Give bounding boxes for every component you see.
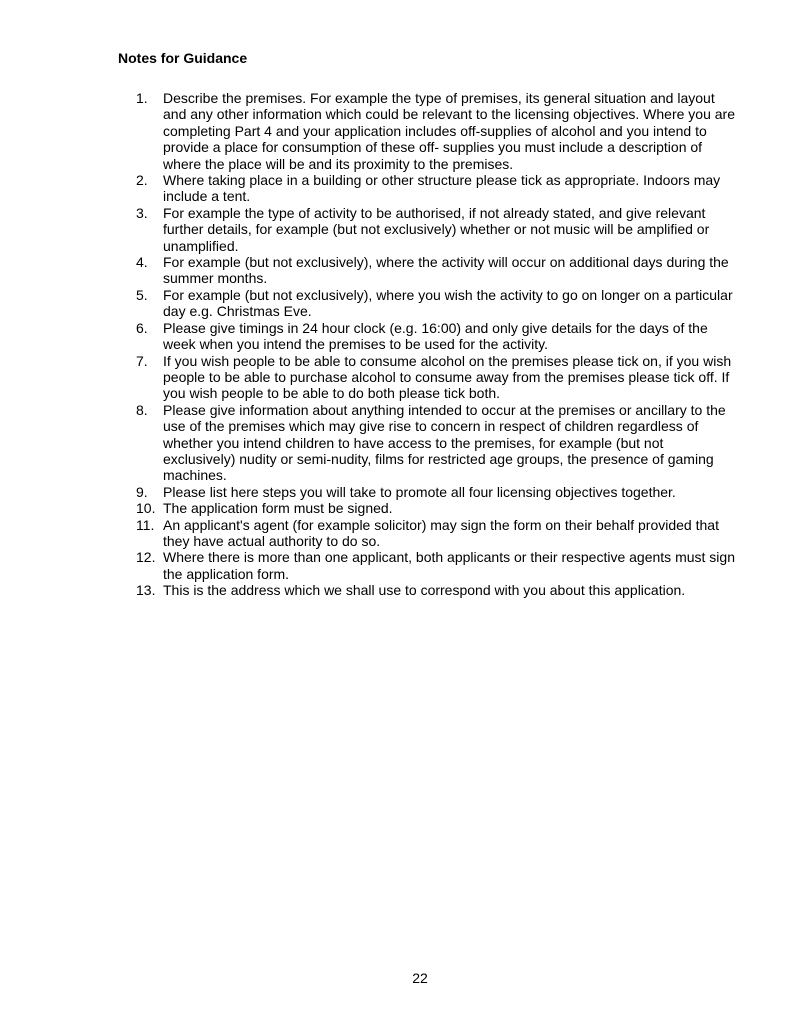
list-item bbox=[136, 254, 736, 287]
list-item-number: 3. bbox=[136, 204, 148, 221]
page-title: Notes for Guidance bbox=[118, 50, 248, 66]
list-item-text: An applicant's agent (for example solicitor) may sign the form on their behalf provided that they have actual authority to do so. bbox=[163, 516, 719, 549]
list-item-number: 2. bbox=[136, 172, 148, 189]
list-item bbox=[136, 205, 736, 254]
list-item-number: 1. bbox=[136, 90, 148, 106]
list-item-text: Where taking place in a building or other structure please tick as appropriate. Indoors may include a tent. bbox=[163, 172, 721, 205]
list-item bbox=[136, 287, 736, 320]
list-item bbox=[136, 353, 736, 402]
list-item-number: 13. bbox=[136, 582, 156, 599]
list-item-text: Please list here steps you will take to promote all four licensing objectives together. bbox=[163, 483, 676, 500]
list-item bbox=[136, 172, 736, 205]
notes-list bbox=[136, 90, 736, 599]
list-item-text: Please give timings in 24 hour clock (e.g. 16:00) and only give details for the days of the week when you intend the premises to be used for the activity. bbox=[163, 319, 708, 353]
list-item-number: 10. bbox=[136, 500, 156, 517]
list-item-number: 7. bbox=[136, 352, 148, 369]
list-item-number: 9. bbox=[136, 483, 148, 500]
list-item bbox=[136, 517, 736, 550]
list-item-text: Please give information about anything intended to occur at the premises or ancillary to the use of the premises which may give rise to concern in respect of children regardless of whether you intend children to have access to the premises, for example (but not exclusively) nudity or semi-nudity, films for restricted age groups, the presence of gaming machines. bbox=[163, 401, 726, 484]
list-item-number: 12. bbox=[136, 549, 156, 566]
list-item bbox=[136, 484, 736, 500]
list-item-text: Where there is more than one applicant, both applicants or their respective agents must sign the application form. bbox=[163, 549, 735, 582]
list-item-number: 11. bbox=[136, 516, 155, 533]
list-item-number: 5. bbox=[136, 286, 148, 303]
list-item-number: 6. bbox=[136, 319, 148, 336]
list-item-text: Describe the premises. For example the type of premises, its general situation and layout and any other information which could be relevant to the licensing objectives. Where you are completing Part 4 and your application includes off-supplies of alcohol and you intend to provide a place for consumption of these off- supplies you must include a description of where the place will be and its proximity to the premises. bbox=[163, 90, 735, 172]
list-item-number: 8. bbox=[136, 401, 148, 418]
list-item bbox=[136, 320, 736, 353]
list-item-text: For example the type of activity to be authorised, if not already stated, and give relevant further details, for example (but not exclusively) whether or not music will be amplified or unamplified. bbox=[163, 204, 710, 254]
list-item-text: For example (but not exclusively), where the activity will occur on additional days during the summer months. bbox=[163, 254, 729, 287]
list-item bbox=[136, 90, 736, 172]
list-item-text: If you wish people to be able to consume alcohol on the premises please tick on, if you wish people to be able to purchase alcohol to consume away from the premises please tick off. If you wish people to be able to do both please tick both. bbox=[163, 352, 732, 402]
list-item bbox=[136, 402, 736, 484]
list-item bbox=[136, 500, 736, 516]
list-item bbox=[136, 582, 736, 598]
list-item-text: For example (but not exclusively), where you wish the activity to go on longer on a particular day e.g. Christmas Eve. bbox=[163, 286, 733, 320]
list-item bbox=[136, 549, 736, 582]
list-item-number: 4. bbox=[136, 254, 148, 271]
page-number: 22 bbox=[412, 970, 428, 986]
list-item-text: The application form must be signed. bbox=[163, 500, 393, 517]
list-item-text: This is the address which we shall use to correspond with you about this application. bbox=[163, 582, 686, 599]
